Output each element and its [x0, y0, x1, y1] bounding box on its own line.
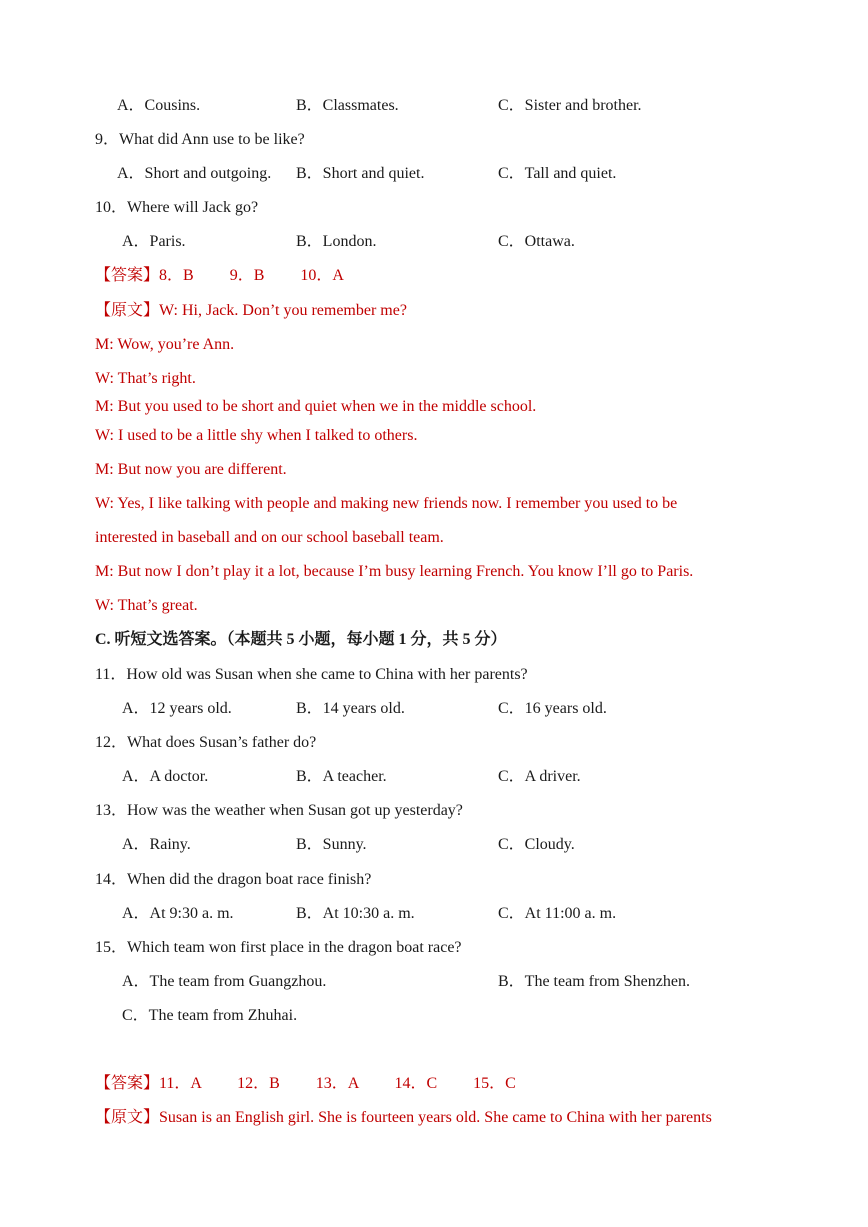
- q14-option-a: A．At 9:30 a. m.: [122, 905, 234, 922]
- answer-key-1: [95, 266, 344, 286]
- q11-option-a: A．12 years old.: [122, 700, 232, 717]
- q13-question: 13．How was the weather when Susan got up yesterday?: [95, 802, 463, 819]
- transcript-2-first-line: [95, 1108, 712, 1128]
- transcript-tag: 【原文】: [95, 1109, 160, 1126]
- q12-option-a: A．A doctor.: [122, 768, 209, 785]
- q8-option-a: A．Cousins.: [117, 97, 201, 114]
- q10-option-b: B．London.: [296, 233, 377, 250]
- q15-option-b: B．The team from Shenzhen.: [498, 973, 690, 990]
- answer-key-2: [95, 1074, 516, 1094]
- transcript-line: M: Wow, you’re Ann.: [95, 336, 235, 353]
- q11-option-c: C．16 years old.: [498, 700, 607, 717]
- q12-question: 12．What does Susan’s father do?: [95, 734, 317, 751]
- transcript-line: M: But you used to be short and quiet when we in the middle school.: [95, 398, 537, 415]
- q8-option-b: B．Classmates.: [296, 97, 399, 114]
- q9-option-b: B．Short and quiet.: [296, 165, 425, 182]
- transcript-line: M: But now I don’t play it a lot, because I’m busy learning French. You know I’ll go to Paris.: [95, 563, 694, 580]
- q10-option-a: A．Paris.: [122, 233, 186, 250]
- q15-question: 15．Which team won first place in the dragon boat race?: [95, 939, 462, 956]
- q13-option-c: C．Cloudy.: [498, 836, 575, 853]
- answer-item: 11．A: [159, 1075, 202, 1092]
- q12-option-c: C．A driver.: [498, 768, 581, 785]
- q12-option-b: B．A teacher.: [296, 768, 387, 785]
- q14-option-c: C．At 11:00 a. m.: [498, 905, 617, 922]
- q14-question: 14．When did the dragon boat race finish?: [95, 871, 372, 888]
- transcript-line: M: But now you are different.: [95, 461, 287, 478]
- q13-option-a: A．Rainy.: [122, 836, 191, 853]
- answer-item: 13．A: [315, 1075, 359, 1092]
- q13-option-b: B．Sunny.: [296, 836, 367, 853]
- answer-item: 9．B: [229, 267, 265, 284]
- q15-option-c: C．The team from Zhuhai.: [122, 1007, 298, 1024]
- answer-tag: 【答案】: [95, 267, 160, 284]
- transcript-line: W: I used to be a little shy when I talked to others.: [95, 427, 418, 444]
- transcript-line: interested in baseball and on our school baseball team.: [95, 529, 444, 546]
- answer-item: 12．B: [237, 1075, 280, 1092]
- q11-question: 11．How old was Susan when she came to China with her parents?: [95, 666, 528, 683]
- q10-option-c: C．Ottawa.: [498, 233, 575, 250]
- q9-option-c: C．Tall and quiet.: [498, 165, 617, 182]
- q11-option-b: B．14 years old.: [296, 700, 405, 717]
- q15-option-a: A．The team from Guangzhou.: [122, 973, 327, 990]
- q14-option-b: B．At 10:30 a. m.: [296, 905, 415, 922]
- answer-tag: 【答案】: [95, 1075, 160, 1092]
- transcript-1-first-line: [95, 301, 407, 321]
- answer-item: 8．B: [159, 267, 194, 284]
- transcript-text: W: Hi, Jack. Don’t you remember me?: [159, 302, 407, 319]
- section-c-heading: C. 听短文选答案。（本题共 5 小题，每小题 1 分，共 5 分）: [95, 631, 507, 648]
- transcript-text: Susan is an English girl. She is fourteen years old. She came to China with her parents: [159, 1109, 712, 1126]
- q9-option-a: A．Short and outgoing.: [117, 165, 272, 182]
- answer-item: 15．C: [473, 1075, 516, 1092]
- transcript-line: W: That’s right.: [95, 370, 196, 387]
- q10-question: 10．Where will Jack go?: [95, 199, 259, 216]
- q8-option-c: C．Sister and brother.: [498, 97, 642, 114]
- transcript-line: W: Yes, I like talking with people and making new friends now. I remember you used to be: [95, 495, 678, 512]
- transcript-tag: 【原文】: [95, 302, 160, 319]
- q9-question: 9．What did Ann use to be like?: [95, 131, 305, 148]
- answer-item: 10．A: [300, 267, 344, 284]
- transcript-line: W: That’s great.: [95, 597, 198, 614]
- answer-item: 14．C: [394, 1075, 438, 1092]
